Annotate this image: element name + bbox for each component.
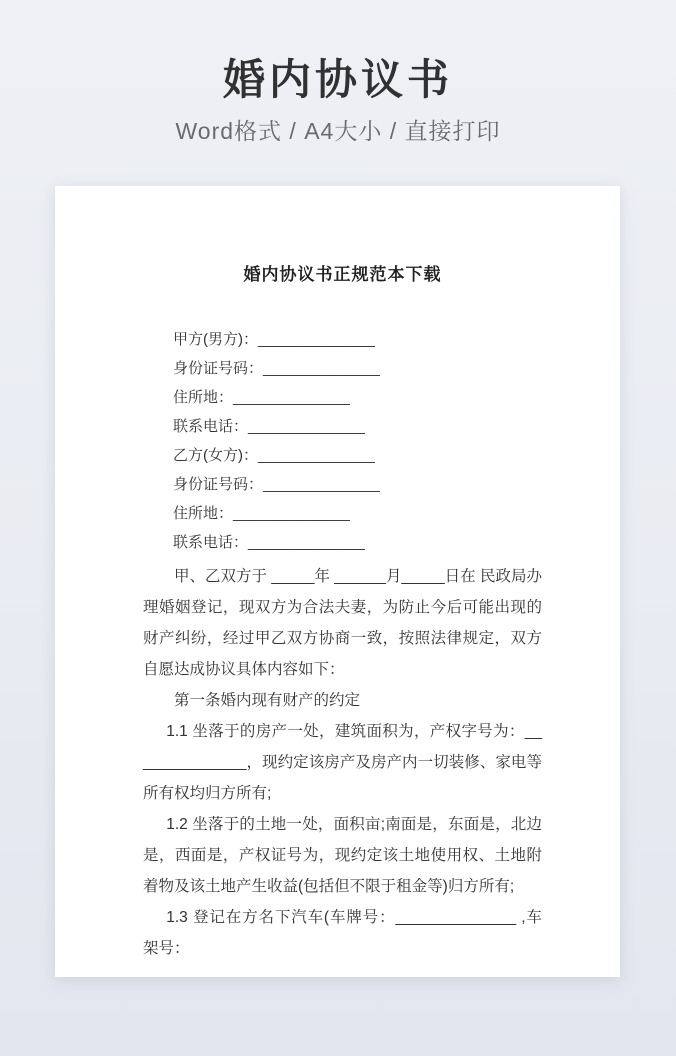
- field-party-b-id-number: 身份证号码：______________: [173, 476, 380, 493]
- page-header: [0, 0, 676, 146]
- clause-1-3: 1.3 登记在方名下汽车(车牌号：______________ ,车架号：: [143, 909, 542, 957]
- field-party-b-address: 住所地：______________: [173, 505, 350, 522]
- field-party-b-name: 乙方(女方)：______________: [173, 447, 375, 464]
- field-party-a-address: 住所地：______________: [173, 389, 350, 406]
- field-party-a-name: 甲方(男方)：______________: [173, 331, 375, 348]
- form-fields: [143, 325, 542, 557]
- intro-paragraph: 甲、乙双方于 _____年 ______月_____日在 民政局办理婚姻登记，现双方为合法夫妻，为防止今后可能出现的财产纠纷，经过甲乙双方协商一致，按照法律规定，双方自愿达成协议具体内容如下：: [143, 568, 542, 678]
- document-title: 婚内协议书正规范本下载: [243, 265, 442, 284]
- clause-1-2: 1.2 坐落于的土地一处，面积亩;南面是，东面是，北边是，西面是，产权证号为，现约定该土地使用权、土地附着物及该土地产生收益(包括但不限于租金等)归方所有;: [143, 816, 542, 895]
- page-title: 婚内协议书: [222, 56, 453, 103]
- field-party-a-id-number: 身份证号码：______________: [173, 360, 380, 377]
- page-subtitle: Word格式 / A4大小 / 直接打印: [175, 118, 501, 145]
- clause-1-1: 1.1 坐落于的房产一处，建筑面积为，产权字号为：______________，现约定该房产及房产内一切装修、家电等所有权均归方所有;: [143, 723, 542, 802]
- field-party-b-phone: 联系电话：______________: [173, 534, 365, 551]
- section-1-heading: 第一条婚内现有财产的约定: [174, 692, 361, 709]
- field-party-a-phone: 联系电话：______________: [173, 418, 365, 435]
- document-page: [55, 186, 620, 977]
